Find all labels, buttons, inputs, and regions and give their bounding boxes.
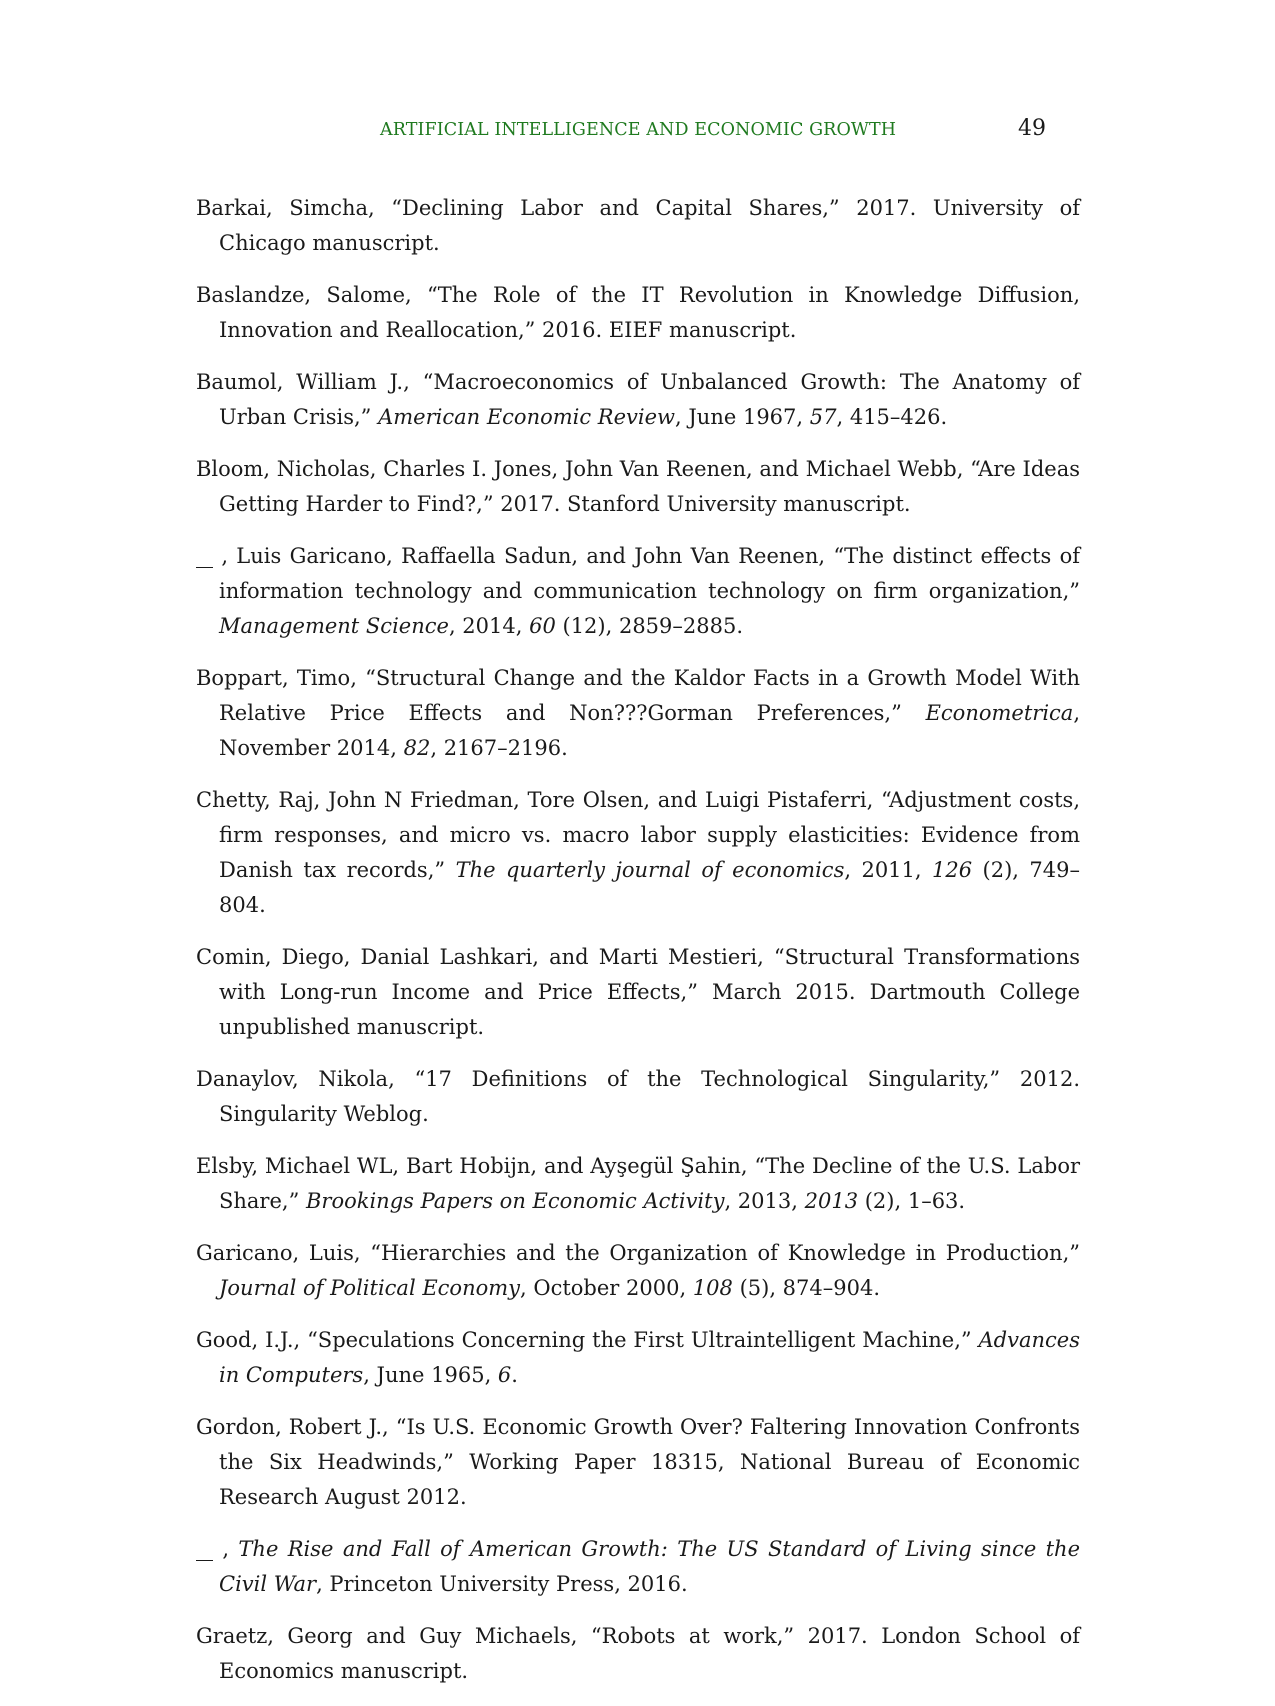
volume-number: 82 — [403, 736, 431, 760]
running-title: ARTIFICIAL INTELLIGENCE AND ECONOMIC GROWTH — [380, 120, 897, 140]
volume-number: 108 — [692, 1276, 733, 1300]
reference-list — [196, 191, 1080, 1706]
volume-number: 2013 — [804, 1189, 859, 1213]
reference-baumol-1967: Baumol, William J., “Macroeconomics of Unbalanced Growth: The Anatomy of Urban Crisis,” American Economic Review, June 1967, 57, 415–426. — [196, 370, 1080, 429]
journal-title: Brookings Papers on Economic Activity — [305, 1189, 725, 1213]
book-title: The Rise and Fall of American Growth: The US Standard of Living since the Civil War — [219, 1537, 1081, 1596]
reference-danaylov-2012: Danaylov, Nikola, “17 Definitions of the Technological Singularity,” 2012. Singularity Weblog. — [196, 1067, 1080, 1126]
journal-title: Journal of Political Economy — [219, 1276, 521, 1300]
journal-title: American Economic Review — [378, 405, 676, 429]
reference-barkai-2017: Barkai, Simcha, “Declining Labor and Capital Shares,” 2017. University of Chicago manuscript. — [196, 196, 1080, 255]
journal-title: Advances in Computers — [219, 1328, 1080, 1387]
reference-baslandze-2016: Baslandze, Salome, “The Role of the IT Revolution in Knowledge Diffusion, Innovation and Reallocation,” 2016. EIEF manuscript. — [196, 283, 1080, 342]
reference-good-1965: Good, I.J., “Speculations Concerning the First Ultraintelligent Machine,” Advances in Computers, June 1965, 6. — [196, 1328, 1080, 1387]
journal-title: Econometrica — [925, 701, 1074, 725]
reference-gordon-2016: , The Rise and Fall of American Growth: The US Standard of Living since the Civil War, Princeton University Press, 2016. — [196, 1532, 1080, 1602]
volume-number: 6 — [497, 1363, 512, 1387]
volume-number: 126 — [932, 858, 973, 882]
journal-title: The quarterly journal of economics — [455, 858, 845, 882]
repeated-author-dash — [196, 567, 213, 569]
reference-bloom-2017: Bloom, Nicholas, Charles I. Jones, John Van Reenen, and Michael Webb, “Are Ideas Getting Harder to Find?,” 2017. Stanford University manuscript. — [196, 457, 1080, 516]
reference-bloom-2014: , Luis Garicano, Raffaella Sadun, and John Van Reenen, “The distinct effects of information technology and communication technology on firm organization,” Management Science, 2014, 60 (12), 2859–2885. — [196, 539, 1080, 644]
page-number: 49 — [1018, 116, 1046, 141]
reference-gordon-2012: Gordon, Robert J., “Is U.S. Economic Growth Over? Faltering Innovation Confronts the Six Headwinds,” Working Paper 18315, National Bureau of Economic Research August 2012. — [196, 1415, 1080, 1509]
reference-graetz-2017: Graetz, Georg and Guy Michaels, “Robots at work,” 2017. London School of Economics manuscript. — [196, 1624, 1080, 1683]
journal-title: Management Science — [219, 614, 449, 638]
reference-elsby-2013: Elsby, Michael WL, Bart Hobijn, and Ayşegül Şahin, “The Decline of the U.S. Labor Share,” Brookings Papers on Economic Activity, 2013, 2013 (2), 1–63. — [196, 1154, 1080, 1213]
volume-number: 60 — [529, 614, 556, 638]
reference-comin-2015: Comin, Diego, Danial Lashkari, and Marti Mestieri, “Structural Transformations with Long-run Income and Price Effects,” March 2015. Dartmouth College unpublished manuscript. — [196, 945, 1080, 1039]
reference-chetty-2011: Chetty, Raj, John N Friedman, Tore Olsen, and Luigi Pistaferri, “Adjustment costs, firm responses, and micro vs. macro labor supply elasticities: Evidence from Danish tax records,” The quarterly journal of economics, 2011, 126 (2), 749–804. — [196, 788, 1080, 917]
reference-boppart-2014: Boppart, Timo, “Structural Change and the Kaldor Facts in a Growth Model With Relative Price Effects and Non???Gorman Preferences,” Econometrica, November 2014, 82, 2167–2196. — [196, 666, 1080, 760]
reference-garicano-2000: Garicano, Luis, “Hierarchies and the Organization of Knowledge in Production,” Journal of Political Economy, October 2000, 108 (5), 874–904. — [196, 1241, 1080, 1300]
running-head — [0, 116, 1275, 146]
volume-number: 57 — [809, 405, 837, 429]
repeated-author-dash — [196, 1560, 213, 1562]
